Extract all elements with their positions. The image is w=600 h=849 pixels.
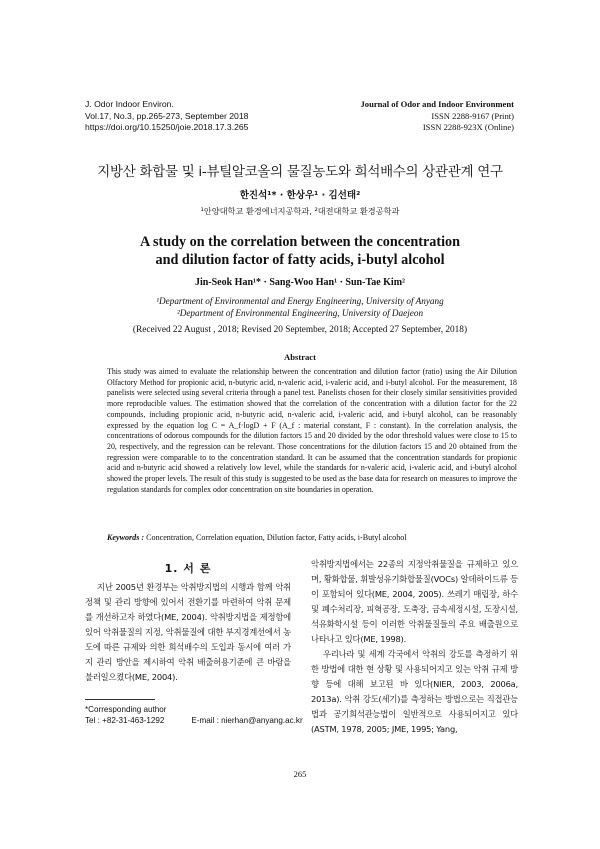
doi-link[interactable]: https://doi.org/10.15250/joie.2018.17.3.265 [85, 122, 249, 132]
english-title [0, 233, 600, 269]
footnote [85, 704, 303, 726]
phone-number: Tel : +82-31-463-1292 [85, 716, 165, 725]
abstract-heading: Abstract [284, 352, 316, 362]
journal-header-right [360, 99, 514, 134]
korean-authors: 한진석¹* · 한상우¹ · 김선태² [239, 190, 361, 201]
section-title-introduction: 1. 서 론 [164, 562, 212, 575]
korean-title: 지방산 화합물 및 i-뷰틸알코올의 물질농도와 희석배수의 상관관계 연구 [97, 164, 503, 180]
right-column-paragraph-2: 우리나라 및 세계 각국에서 악취의 강도를 측정하기 위한 방법에 대한 현 상황 및 사용되어지고 있는 악취 규제 방향 등에 대해 보고된 바 있다(NIER, 2003, 2006a, 2013a). 악취 강도(세기)를 측정하는 방법으로는 직접관능법과 공기희석관능법이 일반적으로 사용되어지고 있다(ASTM, 1978, 2005; JME, 1995; Yang, [311, 649, 518, 734]
abstract-text: This study was aimed to evaluate the relationship between the concentration and dilution factor (ratio) using the Air Dilution Olfactory Method for propionic acid, n-butyric acid, n-valeric acid, i-valeric acid, and i-butyl alcohol. For the measurement, 18 panelists were selected using several criteria through a panel test. Panelists chosen for their closely similar sensitivities provided more reproducible values. The estimation showed that the correlation of the concentration with a dilution factor for the 22 compounds, including propionic acid, n-butyric acid, n-valeric acid, i-valeric acid, and i-butyl alcohol, can be reasonably expressed by the equation log C = A_f·logD + F (A_f : material constant, F : constant). In the correlation analysis, the concentrations of odorous compounds for the dilution factors 15 and 20 divided by the odor threshold values were close to 15 to 20, respectively, and the regression can be relevant. Those concentrations for the dilution factors 15 and 20 obtained from the regression were comparable to to the concentration standard. It can be assumed that the concentration standards for propionic acid and n-butyric acid showed a relatively low level, while the standards for n-valeric acid, i-valeric acid, and i-butyl alcohol showed the proper levels. The result of this study is suggested to be used as the base data for research on measures to improve the regulation standards for complex odor concentration on site boundaries in operation. [107, 367, 517, 494]
footnote-divider [85, 699, 155, 700]
contact-row [85, 715, 303, 726]
received-dates: (Received 22 August , 2018; Revised 20 September, 2018; Accepted 27 September, 2018) [132, 325, 468, 335]
journal-short-name: J. Odor Indoor Environ. [85, 99, 174, 109]
english-title-line2: and dilution factor of fatty acids, i-butyl alcohol [155, 252, 445, 268]
volume-info: Vol.17, No.3, pp.265-273, September 2018 [85, 110, 249, 121]
english-affiliations [0, 295, 600, 319]
keywords-list: Concentration, Correlation equation, Dilution factor, Fatty acids, i-Butyl alcohol [146, 533, 407, 542]
issn-online: ISSN 2288-923X (Online) [422, 122, 514, 132]
keywords-label: Keywords : [107, 533, 145, 542]
english-authors: Jin-Seok Han¹* · Sang-Woo Han¹ · Sun-Tae Kim² [194, 277, 406, 288]
english-title-line1: A study on the correlation between the concentration [139, 234, 461, 250]
corresponding-author-note: *Corresponding author [85, 705, 167, 714]
email-address[interactable]: E-mail : nierhan@anyang.ac.kr [191, 716, 303, 725]
affiliation-1: ¹Department of Environmental and Energy Engineering, University of Anyang [156, 296, 444, 306]
left-column-text: 지난 2005년 환경부는 악취방지법의 시행과 함께 악취정책 및 관리 방향에 있어서 전환기를 마련하여 악취 문제를 개선하고자 하였다(ME, 2004). 악취방지법을 제정함에 있어 악취물질의 지정, 악취물질에 대한 부지경계선에서 농도에 따른 규제와 의한 희석배수의 도입과 동시에 여러 가지 관리 방안을 제시하여 악취 배출허용기준에 큰 바람을 불러일으켰다(ME, 2004). [85, 582, 291, 682]
keywords [107, 533, 517, 542]
journal-full-name: Journal of Odor and Indoor Environment [360, 99, 514, 109]
korean-affiliations: ¹안양대학교 환경에너지공학과, ²대전대학교 환경공학과 [200, 206, 400, 216]
issn-print: ISSN 2288-9167 (Print) [431, 110, 514, 121]
page-number: 265 [293, 769, 307, 779]
affiliation-2: ²Department of Environmental Engineering, University of Daejeon [176, 308, 424, 318]
right-column-paragraph-1: 악취방지법에서는 22종의 지정악취물질을 규제하고 있으며, 황화합물, 휘발성유기화합물질(VOCs) 알데하이드류 등이 포함되어 있다(ME, 2004, 2005). 쓰레기 매립장, 하수 및 폐수처리장, 피혁공장, 도축장, 금속세정시설, 도장시설, 석유화학시설 등이 이러한 악취물질들의 주요 배출원으로 나타나고 있다(ME, 1998). [311, 559, 518, 644]
right-column [311, 557, 518, 737]
journal-header-left [85, 99, 248, 134]
